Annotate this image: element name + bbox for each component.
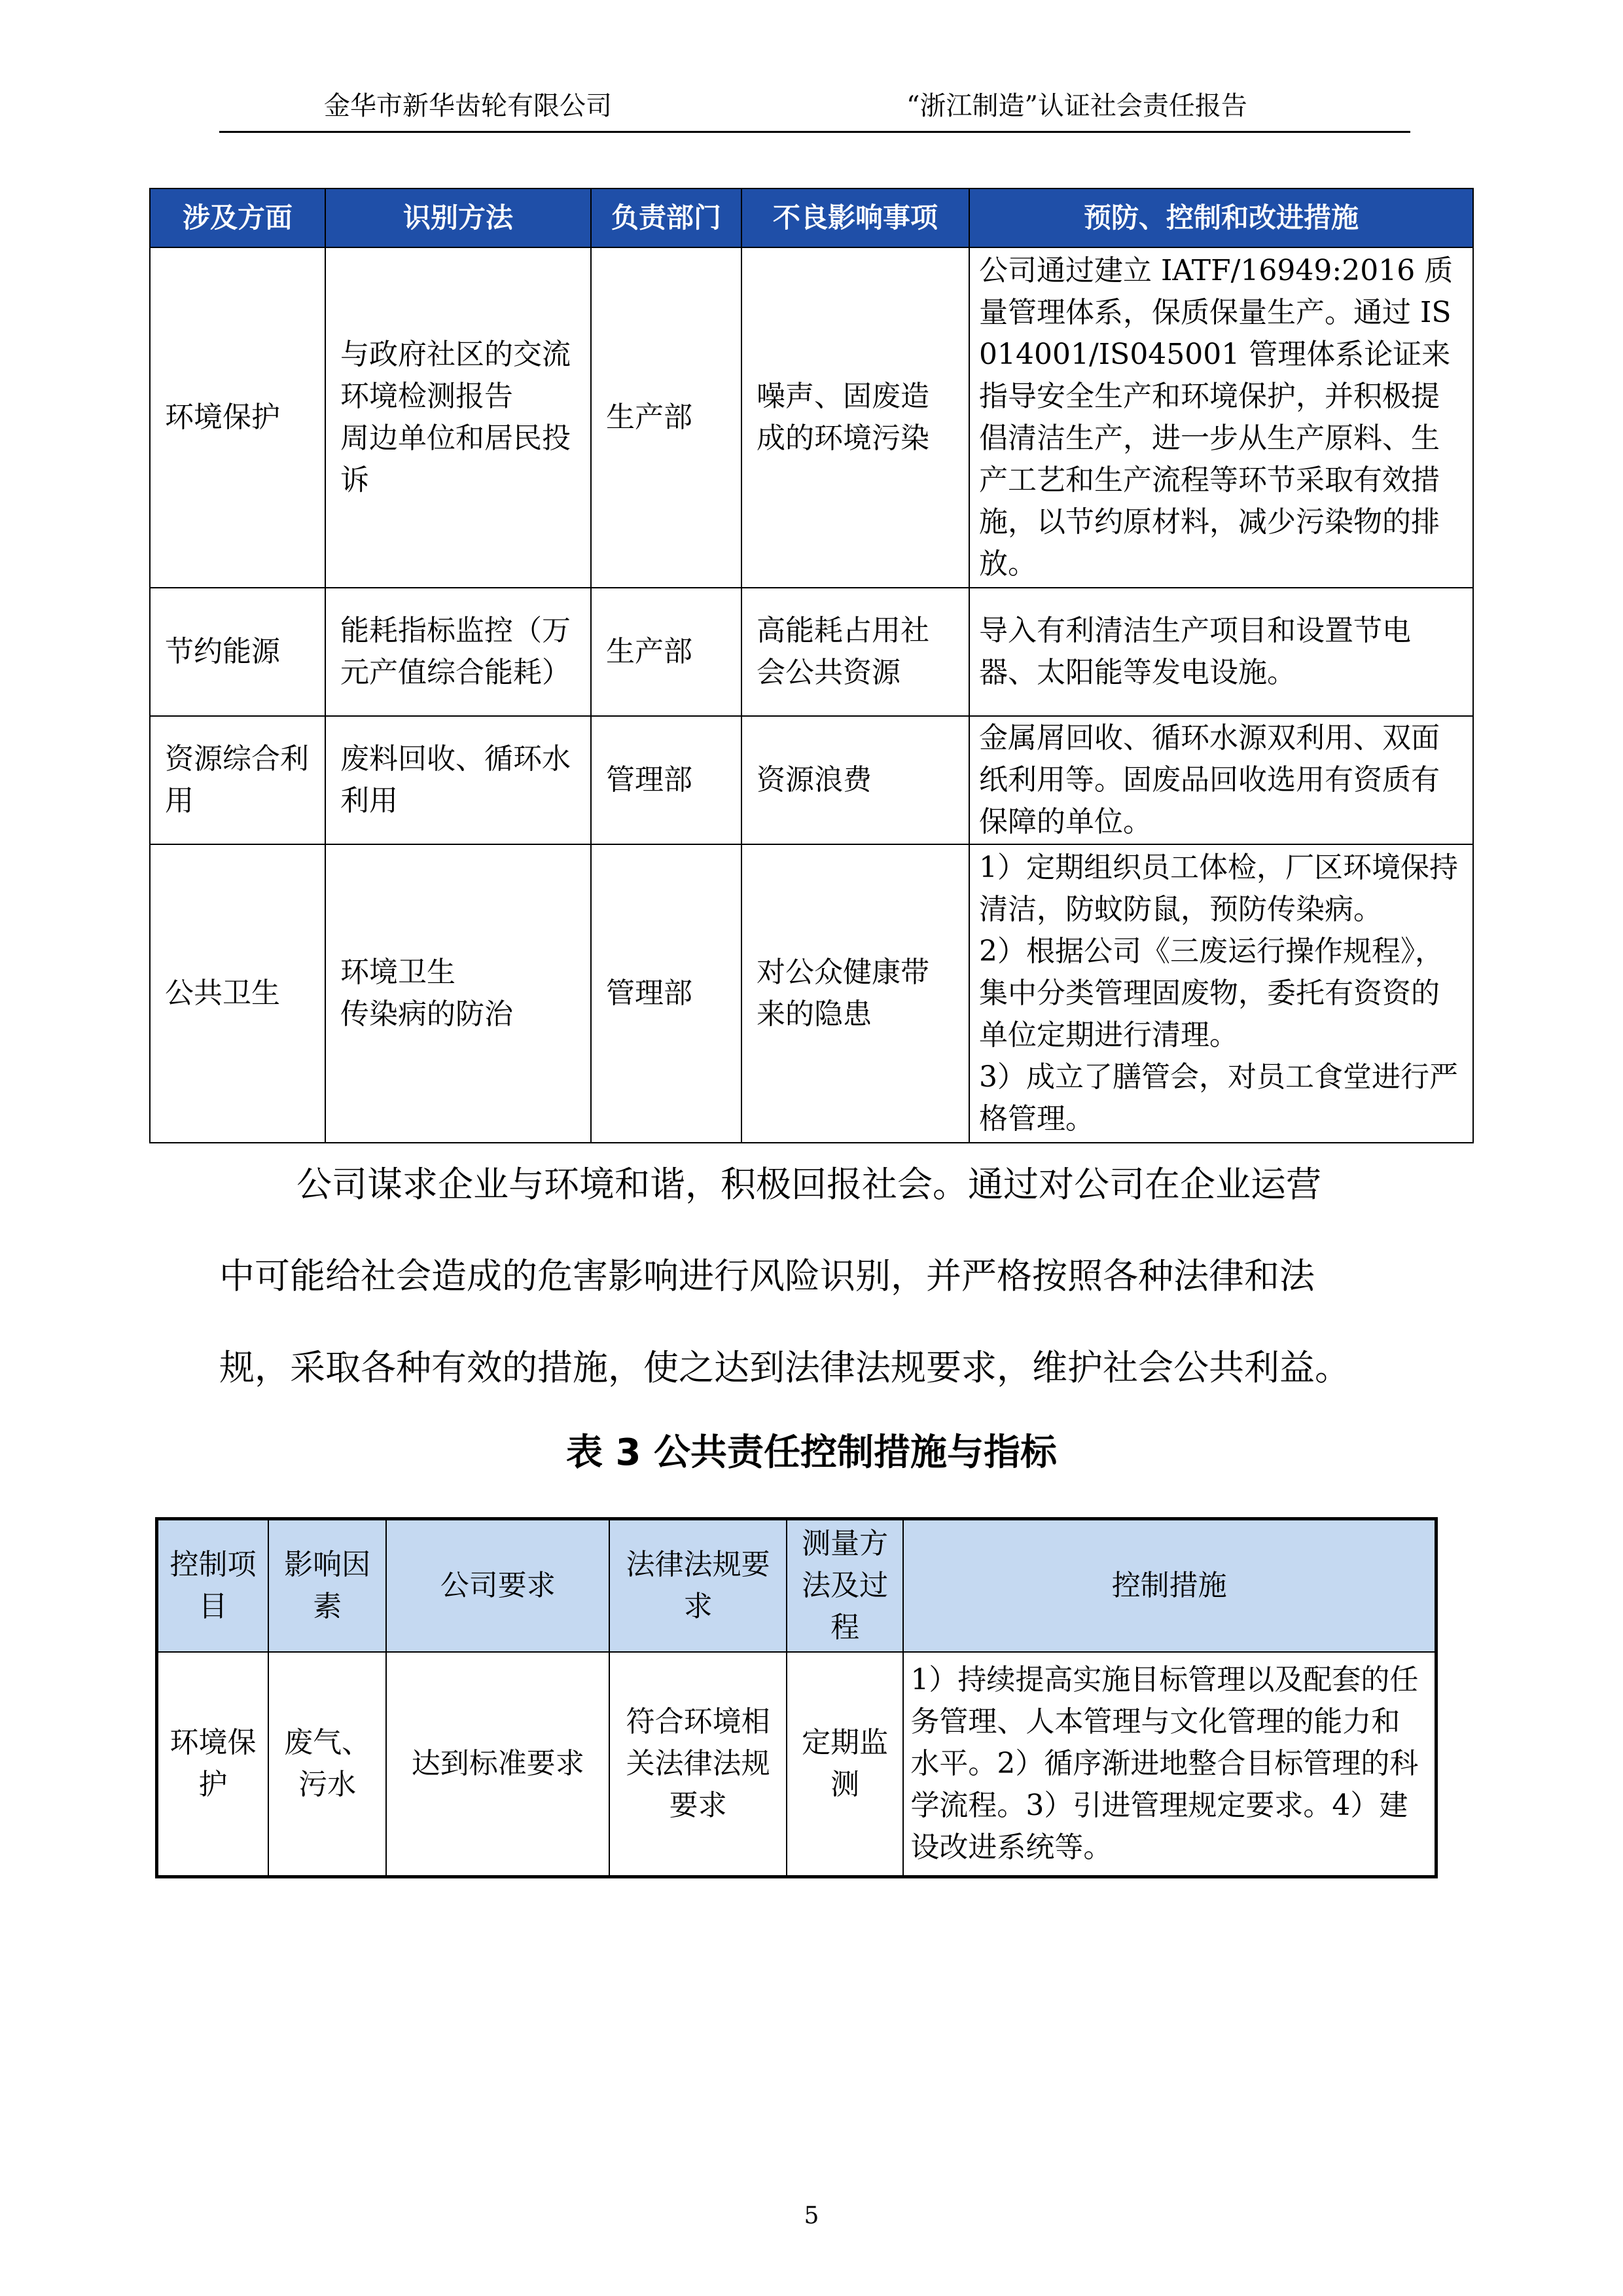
col-header-item: 控制项目 xyxy=(157,1519,268,1653)
method-line: 周边单位和居民投诉 xyxy=(340,422,571,497)
table-row xyxy=(150,716,1473,844)
table-row xyxy=(150,844,1473,1143)
col-header-dept: 负责部门 xyxy=(591,188,741,247)
body-paragraph-line: 公司谋求企业与环境和谐，积极回报社会。通过对公司在企业运营 xyxy=(296,1164,1321,1205)
header-report-title: “浙江制造”认证社会责任报告 xyxy=(906,91,1247,121)
cell-impact: 对公众健康带来的隐患 xyxy=(741,844,969,1143)
cell-aspect: 节约能源 xyxy=(150,588,325,716)
method-line: 传染病的防治 xyxy=(340,997,513,1031)
method-line: 与政府社区的交流 xyxy=(340,338,571,371)
cell-method xyxy=(325,844,591,1143)
cell-dept: 生产部 xyxy=(591,247,741,588)
measure-item: 3）成立了膳管会，对员工食堂进行严格管理。 xyxy=(979,1060,1458,1136)
col-header-factor: 影响因素 xyxy=(268,1519,386,1653)
cell-method: 能耗指标监控（万元产值综合能耗） xyxy=(325,588,591,716)
col-header-measures: 控制措施 xyxy=(903,1519,1436,1653)
table-caption: 表 3 公共责任控制措施与指标 xyxy=(566,1431,1057,1474)
cell-measures xyxy=(969,844,1473,1143)
cell-aspect: 资源综合利用 xyxy=(150,716,325,844)
cell-requirement: 达到标准要求 xyxy=(386,1652,609,1877)
cell-measures: 1）持续提高实施目标管理以及配套的任务管理、人本管理与文化管理的能力和水平。2）循序渐进地整合目标管理的科学流程。3）引进管理规定要求。4）建设改进系统等。 xyxy=(903,1652,1436,1877)
measure-item: 1）定期组织员工体检，厂区环境保持清洁，防蚊防鼠，预防传染病。 xyxy=(979,851,1458,926)
cell-measures: 导入有利清洁生产项目和设置节电器、太阳能等发电设施。 xyxy=(969,588,1473,716)
cell-aspect: 公共卫生 xyxy=(150,844,325,1143)
header-company: 金华市新华齿轮有限公司 xyxy=(324,91,612,121)
cell-impact: 噪声、固废造成的环境污染 xyxy=(741,247,969,588)
col-header-requirement: 公司要求 xyxy=(386,1519,609,1653)
cell-dept: 生产部 xyxy=(591,588,741,716)
environment-impact-table xyxy=(149,188,1474,1143)
col-header-aspect: 涉及方面 xyxy=(150,188,325,247)
col-header-method: 识别方法 xyxy=(325,188,591,247)
cell-legal: 符合环境相关法律法规要求 xyxy=(609,1652,787,1877)
measure-item: 2）根据公司《三废运行操作规程》，集中分类管理固废物，委托有资资的单位定期进行清理。 xyxy=(979,935,1444,1052)
col-header-legal: 法律法规要求 xyxy=(609,1519,787,1653)
cell-aspect: 环境保护 xyxy=(150,247,325,588)
cell-method: 定期监测 xyxy=(787,1652,903,1877)
body-paragraph-line: 规，采取各种有效的措施，使之达到法律法规要求，维护社会公共利益。 xyxy=(219,1347,1350,1388)
cell-method: 废料回收、循环水利用 xyxy=(325,716,591,844)
col-header-measures: 预防、控制和改进措施 xyxy=(969,188,1473,247)
page-number: 5 xyxy=(804,2202,819,2229)
table-row xyxy=(150,588,1473,716)
table-row xyxy=(150,247,1473,588)
table-header-row xyxy=(150,188,1473,247)
body-paragraph-line: 中可能给社会造成的危害影响进行风险识别，并严格按照各种法律和法 xyxy=(219,1255,1315,1297)
col-header-method: 测量方法及过程 xyxy=(787,1519,903,1653)
method-line: 环境检测报告 xyxy=(340,380,513,413)
cell-method xyxy=(325,247,591,588)
method-line: 环境卫生 xyxy=(340,956,455,989)
cell-dept: 管理部 xyxy=(591,844,741,1143)
col-header-impact: 不良影响事项 xyxy=(741,188,969,247)
cell-measures: 公司通过建立 IATF/16949:2016 质量管理体系，保质保量生产。通过 IS014001/IS045001 管理体系论证来指导安全生产和环境保护，并积极提倡清洁生产，进一步从生产原料、生产工艺和生产流程等环节采取有效措施，以节约原材料，减少污染物的排放。 xyxy=(969,247,1473,588)
cell-factor: 废气、污水 xyxy=(268,1652,386,1877)
cell-impact: 资源浪费 xyxy=(741,716,969,844)
cell-item: 环境保护 xyxy=(157,1652,268,1877)
cell-impact: 高能耗占用社会公共资源 xyxy=(741,588,969,716)
page-header xyxy=(219,79,1410,133)
table-row xyxy=(157,1652,1436,1877)
table-header-row xyxy=(157,1519,1436,1653)
public-responsibility-table xyxy=(155,1517,1438,1878)
cell-measures: 金属屑回收、循环水源双利用、双面纸利用等。固废品回收选用有资质有保障的单位。 xyxy=(969,716,1473,844)
cell-dept: 管理部 xyxy=(591,716,741,844)
